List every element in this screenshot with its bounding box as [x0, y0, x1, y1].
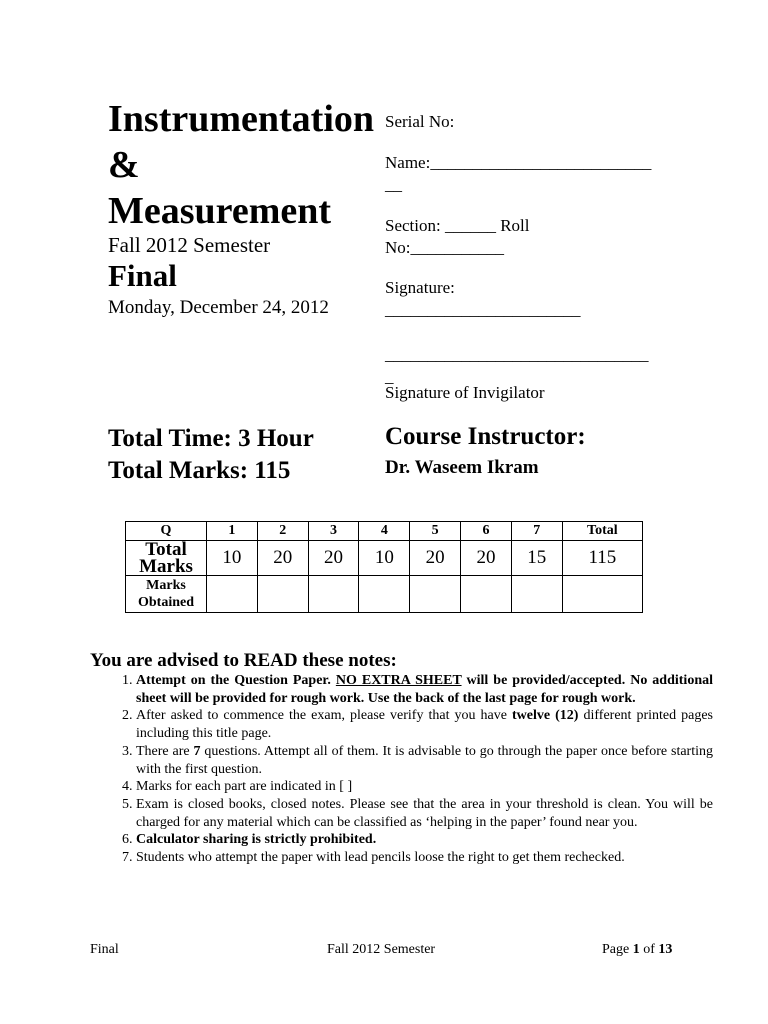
note-item: 5. Exam is closed books, closed notes. Please see that the area in your threshold is clean. You will be charged for any material which can be classified as ‘helping in the paper’ found near you.	[136, 796, 713, 831]
page-total: 13	[658, 942, 673, 957]
note-text: questions. Attempt all of them. It is advisable to go through the paper once before starting with the first question.	[136, 743, 713, 777]
instructor-name: Dr. Waseem Ikram	[385, 457, 539, 478]
name-field	[385, 152, 665, 196]
marks-cell: 20	[308, 541, 359, 576]
obtained-cell[interactable]	[308, 576, 359, 613]
note-emphasis: 7	[193, 743, 201, 759]
marks-cell: 20	[257, 541, 308, 576]
total-marks-row	[126, 541, 643, 576]
instructor-heading: Course Instructor:	[385, 423, 586, 450]
exam-date: Monday, December 24, 2012	[108, 297, 329, 318]
roll-label: No:___________	[385, 238, 504, 257]
name-line-wrap: __	[385, 175, 402, 194]
obtained-cell[interactable]	[461, 576, 512, 613]
obtained-cell[interactable]	[359, 576, 410, 613]
header-cell: 5	[410, 522, 461, 541]
name-label: Name:__________________________	[385, 153, 652, 172]
signature-field	[385, 277, 665, 321]
exam-type: Final	[108, 258, 177, 293]
page-of: of	[639, 942, 659, 957]
note-text: will be provided/accepted. No additional sheet will be provided for rough work. Use the back of the last page for rough work.	[136, 673, 713, 706]
total-marks: Total Marks: 115	[108, 457, 291, 484]
table-header-row	[126, 522, 643, 541]
page-current: 1	[632, 942, 640, 957]
exam-totals	[108, 423, 314, 487]
obtained-cell[interactable]	[257, 576, 308, 613]
marks-cell: 15	[511, 541, 562, 576]
note-emphasis: NO EXTRA SHEET	[335, 673, 462, 688]
semester: Fall 2012 Semester	[108, 233, 271, 257]
footer-center: Fall 2012 Semester	[327, 942, 436, 957]
section-label: Section: ______ Roll	[385, 216, 530, 235]
signature-line: _______________________	[385, 300, 581, 319]
header-cell: 6	[461, 522, 512, 541]
obtained-cell[interactable]	[562, 576, 642, 613]
row-label-line: Total	[145, 539, 187, 560]
header-cell: 4	[359, 522, 410, 541]
marks-cell: 20	[461, 541, 512, 576]
note-item	[136, 672, 713, 707]
header-cell: 3	[308, 522, 359, 541]
invigilator-line-wrap: _	[385, 367, 394, 386]
footer-left: Final	[90, 942, 119, 957]
header-cell: 1	[207, 522, 258, 541]
note-text: different printed pages including this title page.	[136, 708, 714, 742]
note-text: Attempt on the Question Paper.	[136, 673, 336, 688]
marks-cell: 20	[410, 541, 461, 576]
notes-list	[100, 672, 713, 867]
obtained-cell[interactable]	[511, 576, 562, 613]
total-time: Total Time: 3 Hour	[108, 425, 314, 452]
row-label	[126, 541, 207, 576]
note-item	[136, 831, 713, 849]
note-item: 4. Marks for each part are indicated in [ ]	[136, 778, 713, 796]
note-text: There are	[136, 743, 194, 759]
marks-cell: 10	[207, 541, 258, 576]
note-text: After asked to commence the exam, please verify that you have	[136, 708, 512, 724]
obtained-cell[interactable]	[207, 576, 258, 613]
row-label-line: Marks	[139, 556, 193, 577]
header-cell: Total	[562, 522, 642, 541]
row-label-line: Marks	[146, 578, 186, 593]
header-cell: 2	[257, 522, 308, 541]
row-label-line: Obtained	[137, 595, 194, 610]
invigilator-label: Signature of Invigilator	[385, 383, 545, 402]
notes-heading: You are advised to READ these notes:	[90, 650, 397, 671]
row-label	[126, 576, 207, 613]
note-item: 7. Students who attempt the paper with lead pencils loose the right to get them rechecked.	[136, 849, 713, 867]
page-number	[602, 942, 672, 958]
header-cell: 7	[511, 522, 562, 541]
marks-table	[125, 521, 643, 613]
signature-label: Signature:	[385, 278, 455, 297]
obtained-cell[interactable]	[410, 576, 461, 613]
section-roll-field	[385, 215, 665, 259]
marks-obtained-row	[126, 576, 643, 613]
header-cell: Q	[126, 522, 207, 541]
serial-no-label: Serial No:	[385, 112, 455, 131]
course-title: Instrumentation & Measurement	[108, 98, 375, 232]
note-item	[136, 707, 713, 742]
note-emphasis: twelve (12)	[512, 708, 579, 724]
marks-cell: 10	[359, 541, 410, 576]
note-item	[136, 743, 713, 778]
invigilator-line: _______________________________	[385, 345, 649, 364]
note-text: Calculator sharing is strictly prohibited.	[136, 832, 377, 848]
marks-cell: 115	[562, 541, 642, 576]
page-prefix: Page	[602, 942, 633, 957]
